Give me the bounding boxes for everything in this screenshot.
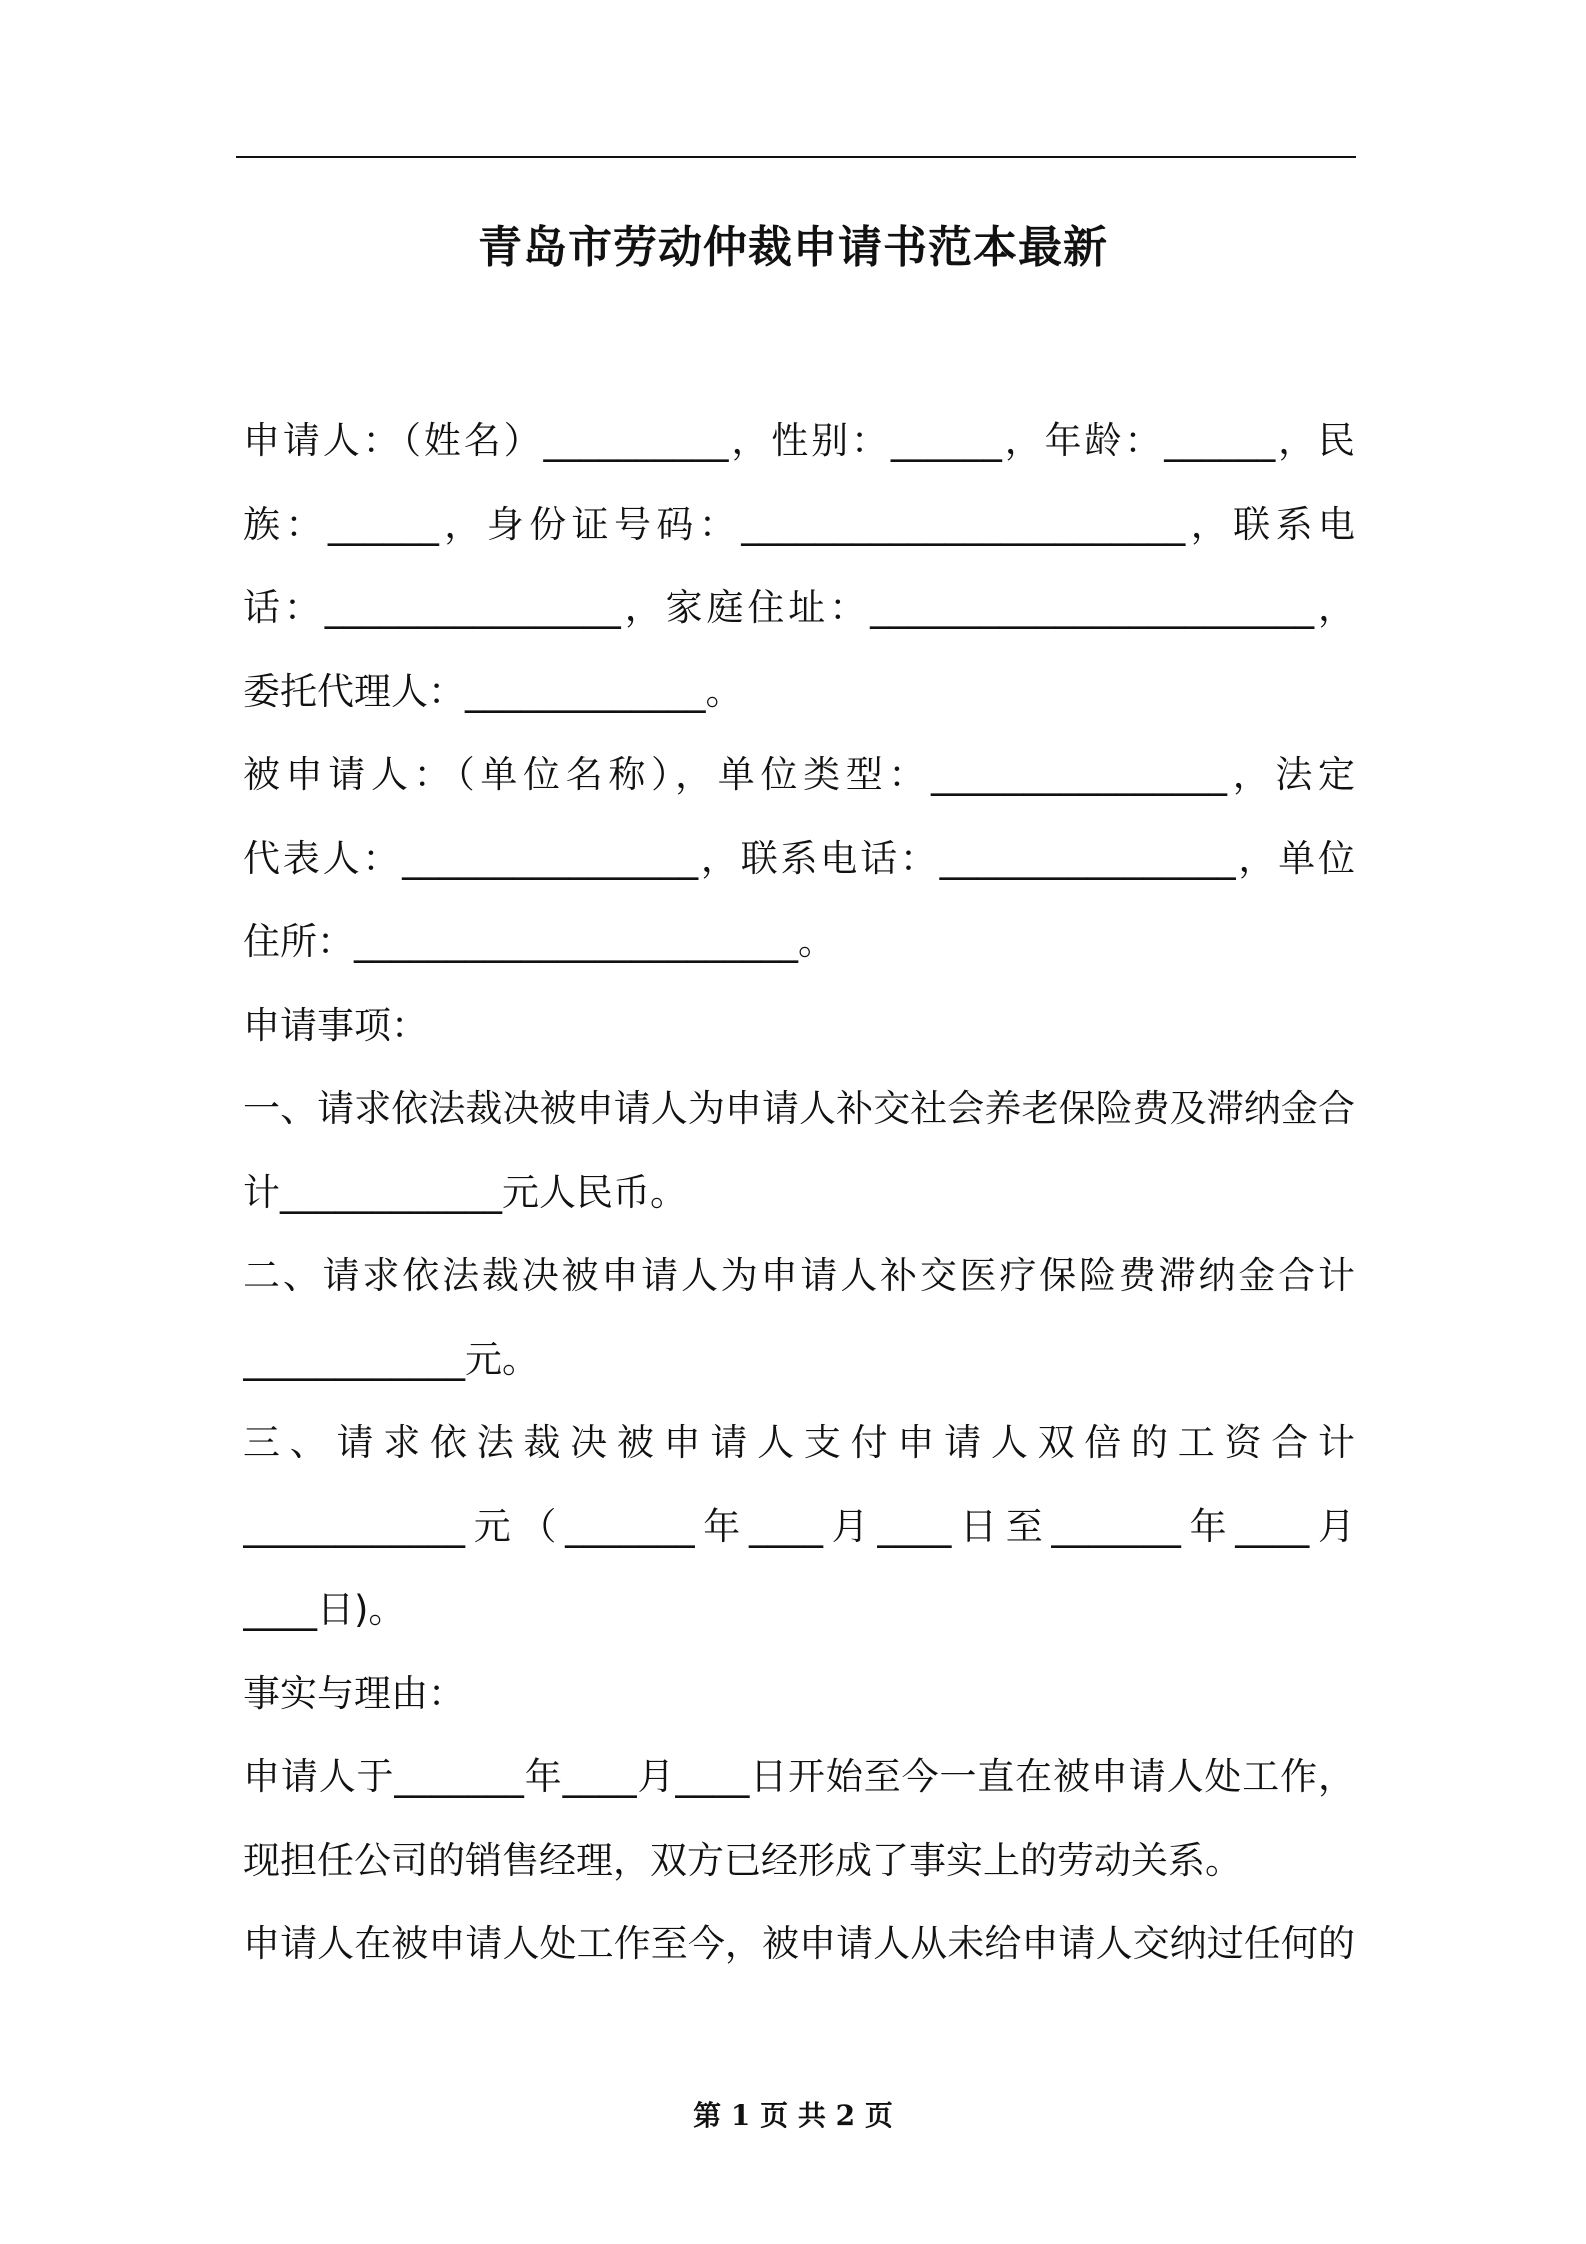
body-line: 现担任公司的销售经理，双方已经形成了事实上的劳动关系。 [243,1838,1242,1882]
document-title: 青岛市劳动仲裁申请书范本最新 [478,222,1108,273]
page-number-footer: 第 1 页 共 2 页 [693,2099,893,2132]
body-line: 话：________________，家庭住址：________________________， [243,586,1355,629]
body-line: ____________元。 [243,1337,539,1381]
body-line: 委托代理人：_____________。 [243,669,743,713]
body-line: 一、请求依法裁决被申请人为申请人补交社会养老保险费及滞纳金合 [243,1087,1355,1130]
body-line: ____日)。 [243,1588,406,1631]
body-line: 申请人于_______年____月____日开始至今一直在被申请人处工作， [243,1755,1355,1798]
body-line: 代表人：________________，联系电话：________________，单位 [243,836,1355,880]
body-line: 申请人：（姓名）__________，性别：______，年龄：______，民 [243,419,1355,462]
body-line: 二、请求依法裁决被申请人为申请人补交医疗保险费滞纳金合计 [243,1254,1355,1297]
header-rule [236,156,1356,158]
body-line: 住所：________________________。 [243,920,835,963]
body-line: 三、请求依法裁决被申请人支付申请人双倍的工资合计 [243,1421,1355,1464]
document-body [243,410,1355,1997]
body-line: 族：______，身份证号码：________________________，联系电 [243,502,1355,546]
body-line: 计____________元人民币。 [243,1170,687,1214]
section-heading: 申请事项： [243,1003,428,1047]
section-heading: 事实与理由： [243,1671,465,1715]
body-line: 被申请人：（单位名称），单位类型：________________，法定 [243,753,1355,796]
body-line: ____________元（_______年____月____日至_______年____月 [243,1504,1355,1548]
body-line: 申请人在被申请人处工作至今，被申请人从未给申请人交纳过任何的 [243,1922,1355,1965]
